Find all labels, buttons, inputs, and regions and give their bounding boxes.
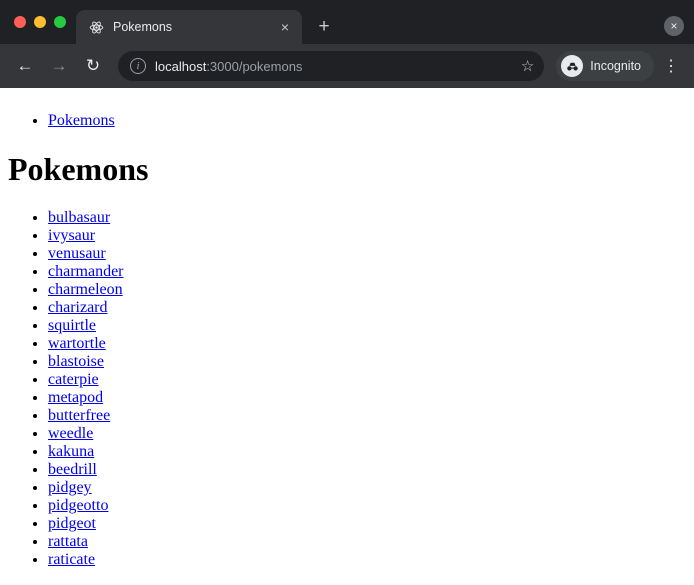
tab-strip (0, 0, 694, 44)
pokemon-list (8, 209, 686, 569)
list-item (48, 389, 686, 407)
list-item (48, 425, 686, 443)
list-item (48, 281, 686, 299)
list-item (48, 371, 686, 389)
list-item (48, 299, 686, 317)
incognito-hat-icon (561, 55, 583, 77)
tabstrip-right-controls (664, 16, 684, 36)
url-text (155, 59, 512, 74)
close-tab-icon[interactable]: × (280, 19, 290, 35)
maximize-window-button[interactable] (54, 16, 66, 28)
list-item (48, 443, 686, 461)
browser-tab[interactable] (76, 10, 302, 44)
list-item (48, 533, 686, 551)
page-content (0, 88, 694, 569)
close-all-icon[interactable]: × (664, 16, 684, 36)
url-path: :3000/pokemons (206, 58, 303, 74)
list-item (48, 515, 686, 533)
list-item (48, 227, 686, 245)
list-item (48, 551, 686, 569)
url-host: localhost (155, 58, 207, 74)
pokemon-link[interactable]: charmander (48, 263, 124, 280)
breadcrumb-link-pokemons[interactable]: Pokemons (48, 112, 115, 129)
browser-toolbar (0, 44, 694, 88)
list-item (48, 317, 686, 335)
window-controls (10, 0, 76, 44)
pokemon-link[interactable]: kakuna (48, 443, 95, 460)
list-item (48, 245, 686, 263)
page-title: Pokemons (8, 151, 149, 187)
list-item (48, 263, 686, 281)
incognito-indicator[interactable] (556, 51, 654, 81)
list-item (48, 407, 686, 425)
minimize-window-button[interactable] (34, 16, 46, 28)
new-tab-button[interactable]: + (318, 16, 330, 37)
pokemon-link[interactable]: charizard (48, 299, 108, 316)
pokemon-link[interactable]: rattata (48, 533, 88, 550)
list-item (48, 335, 686, 353)
pokemon-link[interactable]: pidgey (48, 479, 92, 496)
list-item (48, 461, 686, 479)
reload-button[interactable]: ↻ (85, 56, 101, 75)
pokemon-link[interactable]: blastoise (48, 353, 104, 370)
incognito-label: Incognito (590, 59, 641, 73)
breadcrumb-item (48, 112, 686, 130)
page-viewport (0, 88, 694, 585)
forward-button[interactable]: → (50, 56, 68, 75)
site-info-icon[interactable]: i (130, 58, 146, 74)
list-item (48, 479, 686, 497)
pokemon-link[interactable]: ivysaur (48, 227, 96, 244)
list-item (48, 353, 686, 371)
back-button[interactable]: ← (16, 56, 34, 75)
address-bar[interactable] (118, 51, 544, 81)
pokemon-link[interactable]: bulbasaur (48, 209, 111, 226)
react-icon (88, 19, 104, 35)
pokemon-link[interactable]: squirtle (48, 317, 96, 334)
pokemon-link[interactable]: weedle (48, 425, 94, 442)
list-item (48, 209, 686, 227)
pokemon-link[interactable]: pidgeotto (48, 497, 109, 514)
breadcrumb (8, 112, 686, 130)
pokemon-link[interactable]: pidgeot (48, 515, 96, 532)
pokemon-link[interactable]: raticate (48, 551, 96, 568)
close-window-button[interactable] (14, 16, 26, 28)
pokemon-link[interactable]: charmeleon (48, 281, 123, 298)
bookmark-star-icon[interactable]: ☆ (520, 58, 535, 75)
list-item (48, 497, 686, 515)
tab-title: Pokemons (113, 20, 173, 34)
pokemon-link[interactable]: metapod (48, 389, 104, 406)
pokemon-link[interactable]: butterfree (48, 407, 111, 424)
pokemon-link[interactable]: beedrill (48, 461, 97, 478)
pokemon-link[interactable]: caterpie (48, 371, 99, 388)
pokemon-link[interactable]: wartortle (48, 335, 106, 352)
pokemon-link[interactable]: venusaur (48, 245, 106, 262)
browser-menu-button[interactable]: ⋮ (663, 58, 679, 75)
